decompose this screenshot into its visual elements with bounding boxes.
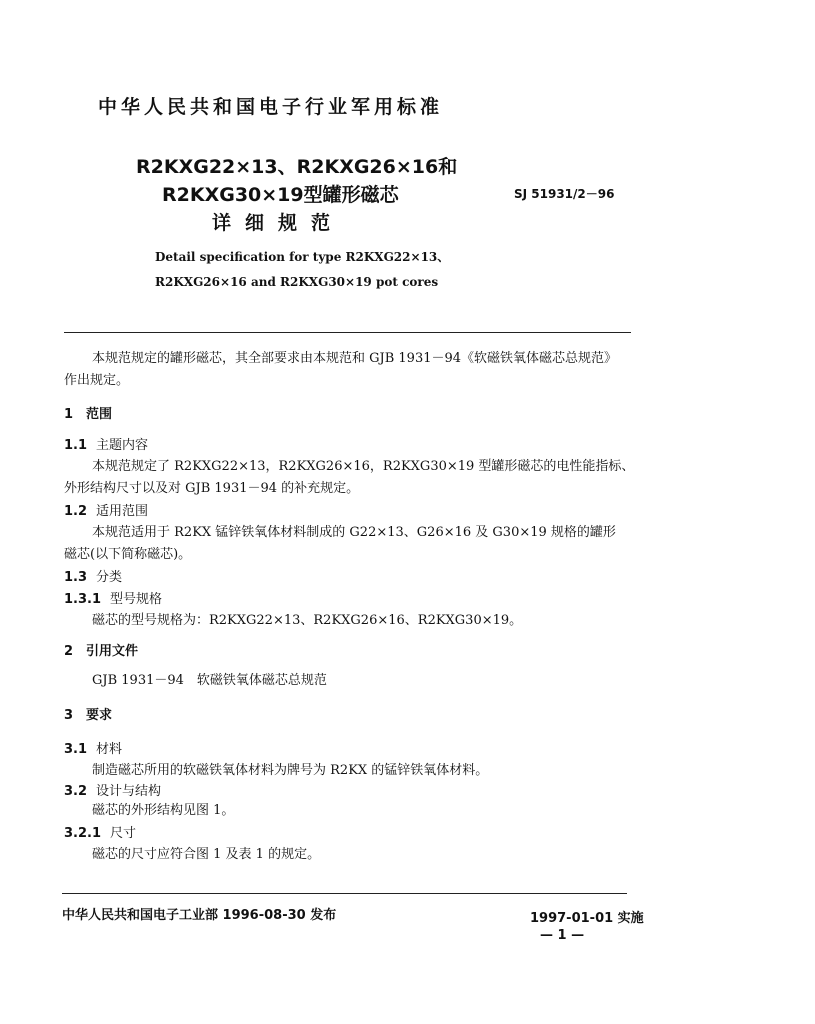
section-3-1-text: 制造磁芯所用的软磁铁氧体材料为牌号为 R2KX 的锰锌铁氧体材料。 bbox=[92, 763, 489, 778]
section-1-2-text-2: 磁芯(以下简称磁芯)。 bbox=[64, 547, 192, 562]
intro-line-1: 本规范规定的罐形磁芯，其全部要求由本规范和 GJB 1931－94《软磁铁氧体磁芯总规范》 bbox=[92, 351, 618, 366]
section-1-1-text-2: 外形结构尺寸以及对 GJB 1931－94 的补充规定。 bbox=[64, 481, 360, 496]
section-3-2-1-text: 磁芯的尺寸应符合图 1 及表 1 的规定。 bbox=[92, 847, 321, 862]
title-line-3: 详细规范 bbox=[212, 212, 345, 234]
page-number: — 1 — bbox=[540, 928, 585, 943]
section-title: 主题内容 bbox=[96, 438, 149, 453]
section-3-heading: 3 要求 bbox=[64, 708, 113, 723]
header-divider bbox=[64, 332, 631, 333]
section-title: 尺寸 bbox=[110, 826, 137, 841]
section-title: 材料 bbox=[96, 742, 123, 757]
english-title-line-1: Detail specification for type R2KXG22×13、 bbox=[155, 250, 450, 264]
title-line-1: R2KXG22×13、R2KXG26×16和 bbox=[136, 156, 458, 178]
issue-date: 中华人民共和国电子工业部 1996-08-30 发布 bbox=[62, 908, 337, 923]
section-number: 1.1 bbox=[64, 438, 88, 453]
section-3-2-1-heading bbox=[64, 822, 136, 841]
section-1-heading: 1 范围 bbox=[64, 407, 113, 422]
footer-divider bbox=[62, 893, 627, 894]
section-title: 适用范围 bbox=[96, 504, 149, 519]
section-1-1-text-1: 本规范规定了 R2KXG22×13，R2KXG26×16，R2KXG30×19 型罐形磁芯的电性能指标、 bbox=[92, 459, 635, 474]
standard-number: SJ 51931/2－96 bbox=[514, 187, 615, 201]
section-number: 3.2 bbox=[64, 784, 88, 799]
section-1-3-heading bbox=[64, 566, 122, 585]
section-title: 型号规格 bbox=[110, 592, 163, 607]
section-number: 3.2.1 bbox=[64, 826, 102, 841]
section-3-2-text: 磁芯的外形结构见图 1。 bbox=[92, 803, 235, 818]
english-title-line-2: R2KXG26×16 and R2KXG30×19 pot cores bbox=[155, 275, 439, 289]
section-3-1-heading bbox=[64, 738, 122, 757]
section-2-heading: 2 引用文件 bbox=[64, 644, 139, 659]
effective-date: 1997-01-01 实施 bbox=[530, 911, 644, 926]
standard-category-heading: 中华人民共和国电子行业军用标准 bbox=[98, 96, 444, 118]
section-1-1-heading bbox=[64, 434, 148, 453]
intro-line-2: 作出规定。 bbox=[64, 373, 130, 388]
section-number: 1.3.1 bbox=[64, 592, 102, 607]
section-1-2-heading bbox=[64, 500, 148, 519]
section-number: 1.2 bbox=[64, 504, 88, 519]
section-1-3-1-text: 磁芯的型号规格为：R2KXG22×13、R2KXG26×16、R2KXG30×19。 bbox=[92, 613, 523, 628]
section-2-text: GJB 1931－94 软磁铁氧体磁芯总规范 bbox=[92, 673, 327, 688]
section-1-3-1-heading bbox=[64, 588, 162, 607]
section-title: 分类 bbox=[96, 570, 123, 585]
section-number: 1.3 bbox=[64, 570, 88, 585]
section-title: 设计与结构 bbox=[96, 784, 162, 799]
section-number: 3.1 bbox=[64, 742, 88, 757]
title-line-2: R2KXG30×19型罐形磁芯 bbox=[162, 184, 399, 206]
section-1-2-text-1: 本规范适用于 R2KX 锰锌铁氧体材料制成的 G22×13、G26×16 及 G30×19 规格的罐形 bbox=[92, 525, 616, 540]
section-3-2-heading bbox=[64, 780, 161, 799]
